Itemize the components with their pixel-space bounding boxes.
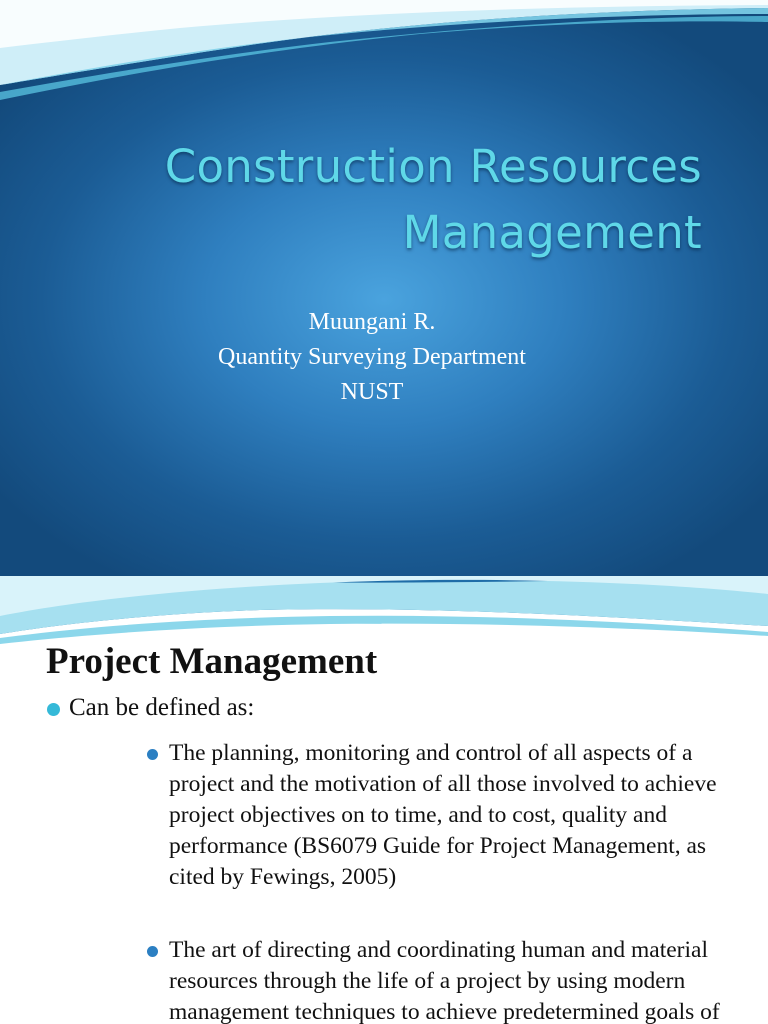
author-name: Muungani R.: [308, 309, 436, 335]
bullet-item: [0, 692, 768, 1024]
content-slide: [0, 576, 768, 1024]
sub-bullet-item: [169, 738, 768, 893]
institution-name: NUST: [340, 379, 404, 405]
sub-bullet-line: performance (BS6079 Guide for Project Management, as: [169, 833, 707, 859]
sub-bullet-dot-icon: [147, 749, 158, 760]
sub-bullet-line: cited by Fewings, 2005): [169, 864, 397, 890]
sub-bullet-dot-icon: [147, 946, 158, 957]
sub-bullet-line: resources through the life of a project by using modern: [169, 968, 686, 994]
sub-bullet-line: The art of directing and coordinating human and material: [169, 937, 708, 963]
department-name: Quantity Surveying Department: [218, 344, 526, 370]
bullet-list: [0, 692, 768, 1024]
sub-bullet-line: project and the motivation of all those involved to achieve: [169, 771, 717, 797]
bullet-text: Can be defined as:: [69, 694, 255, 721]
slide-title-line: Construction Resources: [164, 140, 702, 193]
sub-bullet-line: The planning, monitoring and control of all aspects of a: [169, 740, 693, 766]
slide-heading: Project Management: [46, 641, 378, 682]
wave-decoration: [0, 576, 768, 646]
slide-subtitle: [0, 305, 744, 410]
wave-decoration: [0, 0, 768, 110]
sub-bullet-list: [69, 738, 768, 1024]
sub-bullet-line: project objectives on to time, and to cost, quality and: [169, 802, 667, 828]
bullet-dot-icon: [47, 703, 60, 716]
slide-title-line: Management: [402, 206, 702, 259]
sub-bullet-item: [169, 935, 768, 1024]
sub-bullet-line: management techniques to achieve predetermined goals of: [169, 999, 720, 1024]
slide-title: [62, 134, 702, 266]
